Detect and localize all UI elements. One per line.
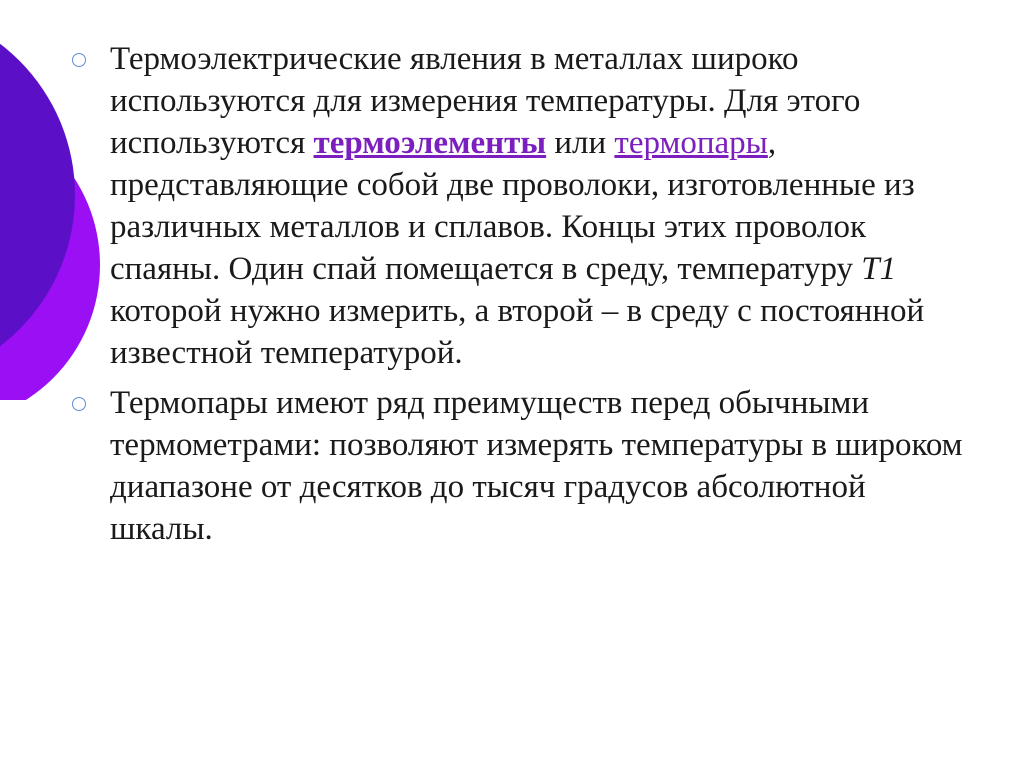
temperature-symbol-t1: Т1 bbox=[861, 251, 897, 287]
bullet-circle-icon bbox=[72, 53, 86, 67]
link-thermoelements[interactable]: термоэлементы bbox=[313, 125, 547, 161]
link-thermocouples[interactable]: термопары bbox=[614, 125, 768, 161]
paragraph-1-text-before: Термоэлектрические явления в металлах широко используются для измерения температуры. Для этого используются bbox=[110, 41, 861, 161]
paragraph-thermocouples-advantages bbox=[70, 382, 970, 550]
paragraph-1-text-after-1: , представляющие собой две проволоки, изготовленные из различных металлов и сплавов. Концы этих проволок спаяны. Один спай помещается в среду, температуру bbox=[110, 125, 915, 287]
paragraph-2-text: Термопары имеют ряд преимуществ перед обычными термометрами: позволяют измерять температуры в широком диапазоне от десятков до тысяч градусов абсолютной шкалы. bbox=[110, 385, 963, 547]
bullet-circle-icon bbox=[72, 397, 86, 411]
paragraph-thermocouples-intro bbox=[70, 38, 970, 374]
paragraph-1-text-mid: или bbox=[546, 125, 615, 161]
slide-body bbox=[70, 38, 970, 558]
paragraph-1-text-after-2: которой нужно измерить, а второй – в среду с постоянной известной температурой. bbox=[110, 293, 925, 371]
